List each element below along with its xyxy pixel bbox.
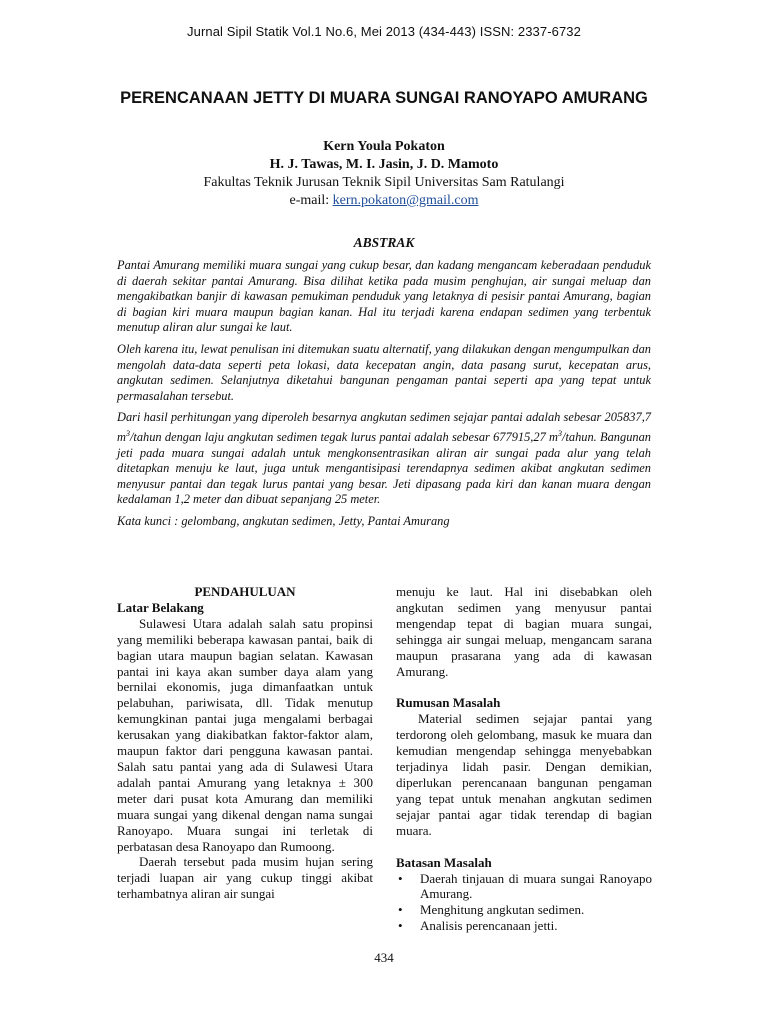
rumusan-paragraph: Material sedimen sejajar pantai yang terdorong oleh gelombang, masuk ke muara dan kemudian mengendap sehingga menyebabkan terjadinya lidah pasir. Dengan demikian, diperlukan perencanaan bangunan pengaman yang tepat untuk menahan angkutan sedimen sejajar pantai agar tidak terendap di bagian muara. <box>396 711 652 838</box>
keywords: Kata kunci : gelombang, angkutan sedimen, Jetty, Pantai Amurang <box>117 514 450 529</box>
section-heading-pendahuluan: PENDAHULUAN <box>194 584 296 599</box>
list-item: • Analisis perencanaan jetti. <box>398 918 558 934</box>
continuation-paragraph: menuju ke laut. Hal ini disebabkan oleh angkutan sedimen yang menyusur pantai mengendap tepat di bagian muara sungai, sehingga air sungai meluap, mengancam sarana maupun prasarana yang ada di kawasan Amurang. <box>396 584 652 679</box>
left-column <box>117 584 373 902</box>
subheading-rumusan-masalah: Rumusan Masalah <box>396 695 501 711</box>
list-item: • Daerah tinjauan di muara sungai Ranoyapo Amurang. <box>398 870 652 902</box>
email-label: e-mail: <box>289 193 333 208</box>
paper-title: PERENCANAAN JETTY DI MUARA SUNGAI RANOYAPO AMURANG <box>120 89 648 107</box>
superscript-3: 3 <box>558 428 562 438</box>
subheading-batasan-masalah: Batasan Masalah <box>396 854 492 870</box>
abstract-p3-part-b: /tahun dengan laju angkutan sedimen tegak lurus pantai adalah sebesar 677915,27 m <box>129 430 558 445</box>
author-block <box>0 138 768 210</box>
email-line <box>0 192 768 210</box>
abstract-heading: ABSTRAK <box>353 235 415 250</box>
affiliation: Fakultas Teknik Jurusan Teknik Sipil Universitas Sam Ratulangi <box>203 175 565 190</box>
list-item: • Menghitung angkutan sedimen. <box>398 902 585 918</box>
abstract-paragraph-1: Pantai Amurang memiliki muara sungai yang cukup besar, dan kadang mengancam keberadaan penduduk di daerah sekitar pantai Amurang. Bisa dilihat ketika pada musim penghujan, air sungai meluap dan mengakibatkan banjir di kawasan pemukiman penduduk yang letaknya di pesisir pantai Amurang, bagian di bagian kiri muara maupun bagian kanan. Hal itu terjadi karena endapan sedimen yang terbentuk menutup aliran alur sungai ke laut. <box>117 258 651 335</box>
main-author: Kern Youla Pokaton <box>323 139 445 154</box>
page-number: 434 <box>374 950 394 965</box>
abstract-body <box>117 258 651 536</box>
abstract-p3-part-a: Dari hasil perhitungan yang diperoleh besarnya angkutan sedimen sejajar pantai adalah sebesar 205837,7 m <box>117 410 651 445</box>
superscript-3: 3 <box>125 428 130 438</box>
subheading-latar-belakang: Latar Belakang <box>117 599 204 615</box>
journal-header: Jurnal Sipil Statik Vol.1 No.6, Mei 2013 (434-443) ISSN: 2337-6732 <box>187 24 581 39</box>
email-link[interactable]: kern.pokaton@gmail.com <box>332 193 479 208</box>
latar-paragraph-1: Sulawesi Utara adalah salah satu propinsi yang memiliki beberapa kawasan pantai, baik di bagian utara maupun bagian selatan. Kawasan pantai ini kaya akan sumber daya alam yang bernilai ekonomis, juga dimanfaatkan untuk pelabuhan, pariwisata, dll. Tidak menutup kemungkinan pantai juga mengalami berbagai kerusakan yang diakibatkan faktor-faktor alam, maupun faktor dari pengguna kawasan pantai. Salah satu pantai yang ada di Sulawesi Utara adalah pantai Amurang yang letaknya ± 300 meter dari pusat kota Amurang dan memiliki muara sungai yang dikenal dengan nama sungai Ranoyapo. Muara sungai ini terletak di perbatasan desa Ranoyapo dan Rumoong. <box>117 615 373 854</box>
abstract-p3-part-c: /tahun. Bangunan jeti pada muara sungai adalah untuk mengkonsentrasikan aliran air sungai pada alur yang telah ditetapkan menuju ke laut, juga untuk mengantisipasi terendapnya sedimen akibat angkutan sedimen menyusur pantai dan tegak lurus pantai yang besar. Jeti dipasang pada kiri dan kanan muara dengan kedalaman 1,2 meter dan dibuat sepanjang 25 meter. <box>117 430 651 507</box>
abstract-paragraph-2: Oleh karena itu, lewat penulisan ini ditemukan suatu alternatif, yang dilakukan dengan mengumpulkan dan mengolah data-data seperti peta lokasi, data kecepatan angin, data pasang surut, kecepatan arus, angkutan sedimen. Selanjutnya diketahui bangunan pengaman pantai seperti apa yang tepat untuk permasalahan tersebut. <box>117 341 651 403</box>
batasan-list <box>396 871 652 935</box>
right-column <box>396 584 652 934</box>
bullet-icon: • <box>398 902 403 918</box>
latar-paragraph-2: Daerah tersebut pada musim hujan sering terjadi luapan air yang cukup tinggi akibat terhambatnya aliran air sungai <box>117 854 373 902</box>
coauthors: H. J. Tawas, M. I. Jasin, J. D. Mamoto <box>269 157 499 172</box>
bullet-icon: • <box>398 870 403 886</box>
abstract-paragraph-3 <box>117 410 651 508</box>
bullet-icon: • <box>398 918 403 934</box>
